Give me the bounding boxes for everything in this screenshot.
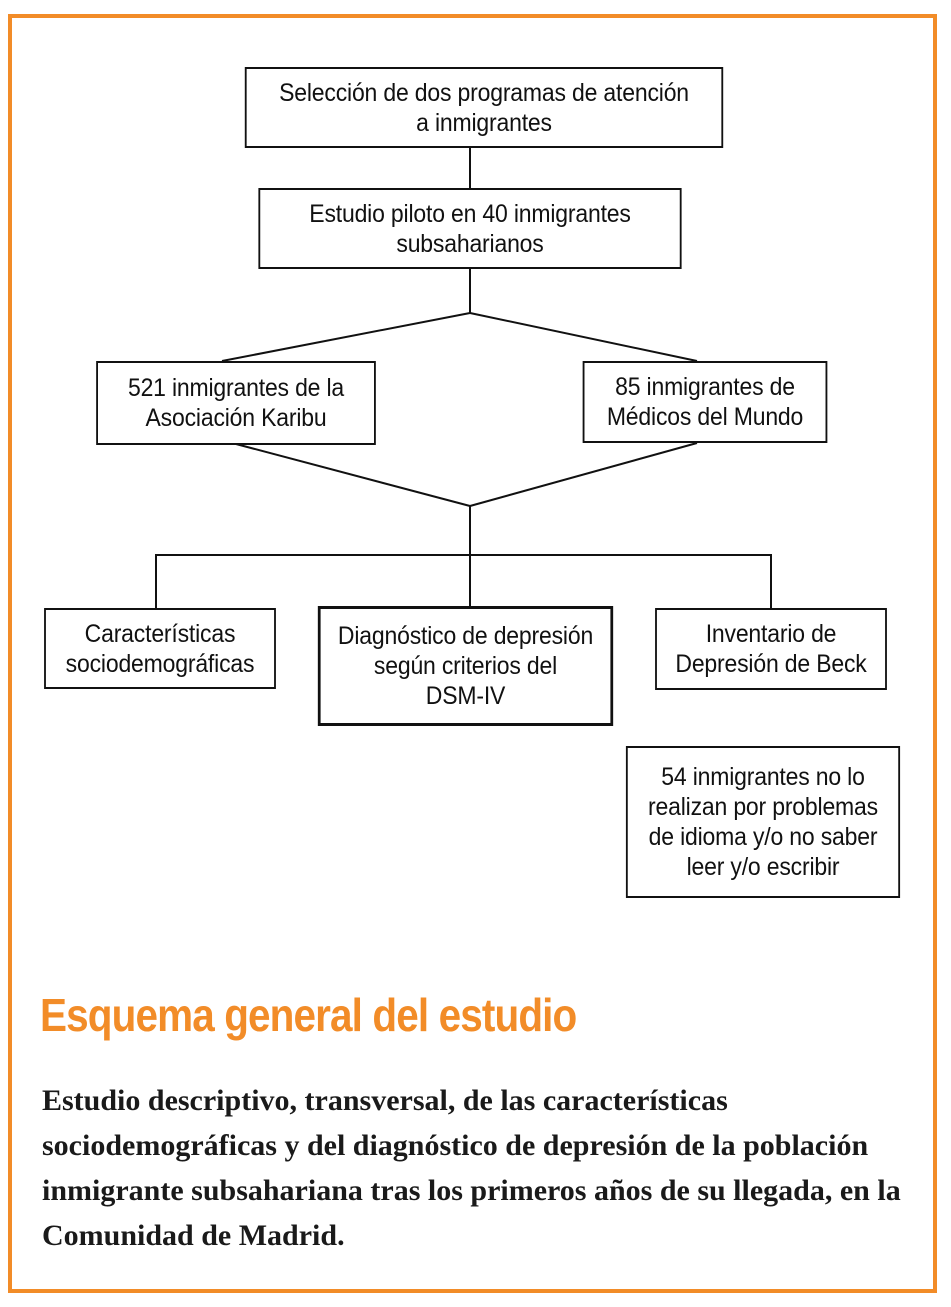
dsm-diagnosis-box <box>318 606 613 726</box>
figure-description: Estudio descriptivo, transversal, de las características sociodemográficas y del diagnóstico de depresión de la población inmigrante subsahariana tras los primeros años de su llegada, en la Comunidad de Madrid. <box>42 1084 901 1252</box>
beck-inventory-box-text: Inventario de Depresión de Beck <box>675 620 867 678</box>
connector-karibu-merge <box>236 444 470 506</box>
sociodemographic-box <box>44 608 276 689</box>
medicos-box <box>583 361 828 443</box>
excluded-box <box>626 746 900 898</box>
dsm-diagnosis-box-text: Diagnóstico de depresión según criterios del DSM-IV <box>337 622 594 710</box>
selection-box <box>245 67 723 148</box>
karibu-box <box>96 361 376 445</box>
connector-split-medicos <box>470 313 697 361</box>
pilot-study-box <box>258 188 681 269</box>
connector-medicos-merge <box>470 443 697 506</box>
figure-title: Esquema general del estudio <box>40 989 577 1041</box>
connector-branch-bar <box>156 555 771 609</box>
karibu-box-text: 521 inmigrantes de la Asociación Karibu <box>127 374 345 432</box>
excluded-box-text: 54 inmigrantes no lo realizan por problemas de idioma y/o no saber leer y/o escribir <box>648 763 878 881</box>
connector-split-karibu <box>222 313 470 361</box>
pilot-study-box-text: Estudio piloto en 40 inmigrantes subsaharianos <box>309 199 631 258</box>
selection-box-text: Selección de dos programas de atención a inmigrantes <box>279 78 689 137</box>
sociodemographic-box-text: Características sociodemográficas <box>65 619 255 678</box>
medicos-box-text: 85 inmigrantes de Médicos del Mundo <box>606 373 804 431</box>
beck-inventory-box <box>655 608 887 690</box>
